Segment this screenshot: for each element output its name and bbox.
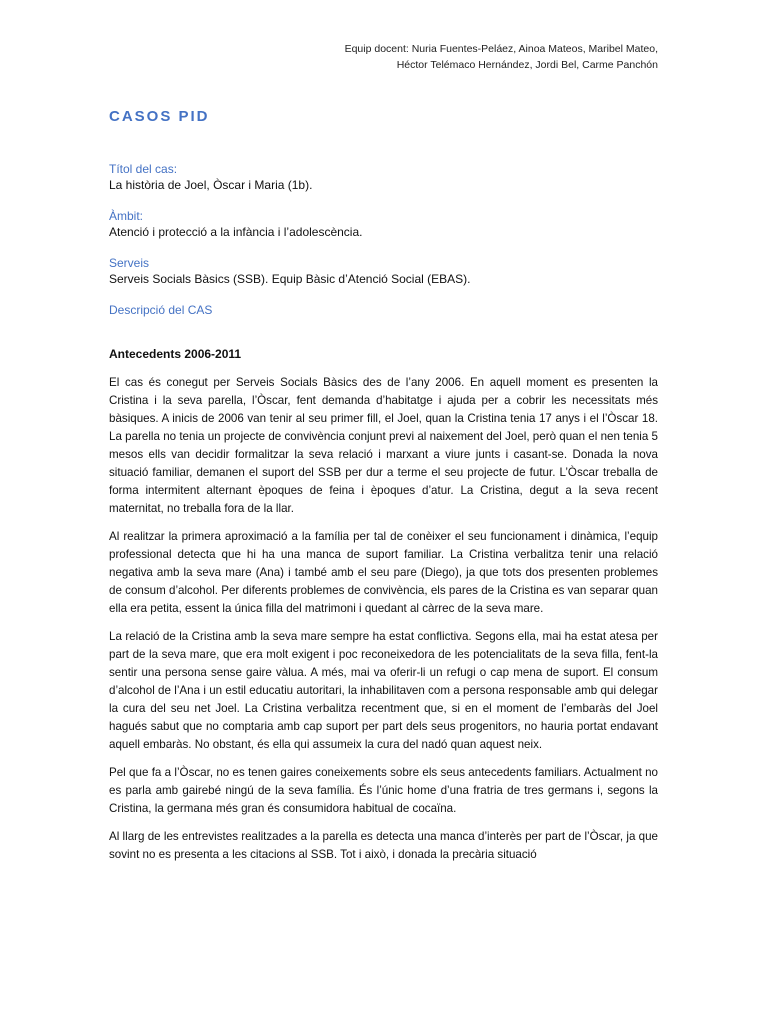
field-services [109,255,659,287]
paragraph: El cas és conegut per Serveis Socials Bàsics des de l’any 2006. En aquell moment es presenten la Cristina i la seva parella, l’Òscar, fent demanda d’habitatge i ajuda per a cobrir les necessitats més bàsiques. A inicis de 2006 van tenir al seu primer fill, el Joel, quan la Cristina tenia 17 anys i el l’Òscar 18. La parella no tenia un projecte de convivència conjunt previ al naixement del Joel, però quan el nen tenia 5 mesos ells van decidir formalitzar la seva relació i marxant a viure junts i casant-se. Donada la nova situació familiar, demanen el suport del SSB per dur a terme el seu projecte de futur. L’Òscar treballa de forma intermitent alternant èpoques de feina i èpoques d’atur. La Cristina, degut a la seva recent maternitat, no treballa fora de la llar. [109,376,658,515]
header-authors [178,41,658,73]
field-description [109,302,659,318]
body-text [109,374,658,874]
field-label: Descripció del CAS [109,303,213,317]
document-title: CASOS PID [109,108,210,125]
field-label: Serveis [109,256,150,270]
authors-line-2: Héctor Telémaco Hernández, Jordi Bel, Carme Panchón [396,59,658,71]
field-scope [109,208,659,240]
field-label: Àmbit: [109,209,144,223]
field-value: Serveis Socials Bàsics (SSB). Equip Bàsic d’Atenció Social (EBAS). [109,272,471,286]
field-case-title [109,161,659,193]
paragraph: Al llarg de les entrevistes realitzades a la parella es detecta una manca d’interès per part de l’Òscar, ja que sovint no es presenta a les citacions al SSB. Tot i això, i donada la precària situació [109,830,658,861]
field-value: La història de Joel, Òscar i Maria (1b). [109,178,313,192]
paragraph: La relació de la Cristina amb la seva mare sempre ha estat conflictiva. Segons ella, mai ha estat atesa per part de la seva mare, que era molt exigent i poc reconeixedora de les potencialitats de la seva filla, fent-la sentir una persona sense gaire vàlua. A més, mai va oferir-li un refugi o cap mena de suport. El consum d’alcohol de l’Ana i un estil educatiu autoritari, la inhabilitaven com a persona responsable amb qui delegar la cura del seu net Joel. La Cristina verbalitza recentment que, si en el moment de l’embaràs del Joel hagués sabut que no comptaria amb cap suport per part dels seus progenitors, no hauria portat endavant aquell embaràs. No obstant, és ella qui assumeix la cura del nadó quan aquest neix. [109,630,658,751]
paragraph: Pel que fa a l’Òscar, no es tenen gaires coneixements sobre els seus antecedents familiars. Actualment no es parla amb gairebé ningú de la seva família. És l’únic home d’una fratria de tres germans i, segons la Cristina, la germana més gran és consumidora habitual de cocaïna. [109,766,658,815]
antecedents-heading: Antecedents 2006-2011 [109,347,242,361]
field-value: Atenció i protecció a la infància i l’adolescència. [109,225,363,239]
authors-line-1: Equip docent: Nuria Fuentes-Peláez, Ainoa Mateos, Maribel Mateo, [344,43,658,55]
paragraph: Al realitzar la primera aproximació a la família per tal de conèixer el seu funcionament i dinàmica, l’equip professional detecta que hi ha una manca de suport familiar. La Cristina verbalitza tenir una relació negativa amb la seva mare (Ana) i també amb el seu pare (Diego), ja que tots dos presenten problemes de consum d’alcohol. Per diferents problemes de convivència, els pares de la Cristina es van separar quan ella era petita, essent la única filla del matrimoni i quedant al càrrec de la seva mare. [109,530,658,615]
field-label: Títol del cas: [109,162,178,176]
